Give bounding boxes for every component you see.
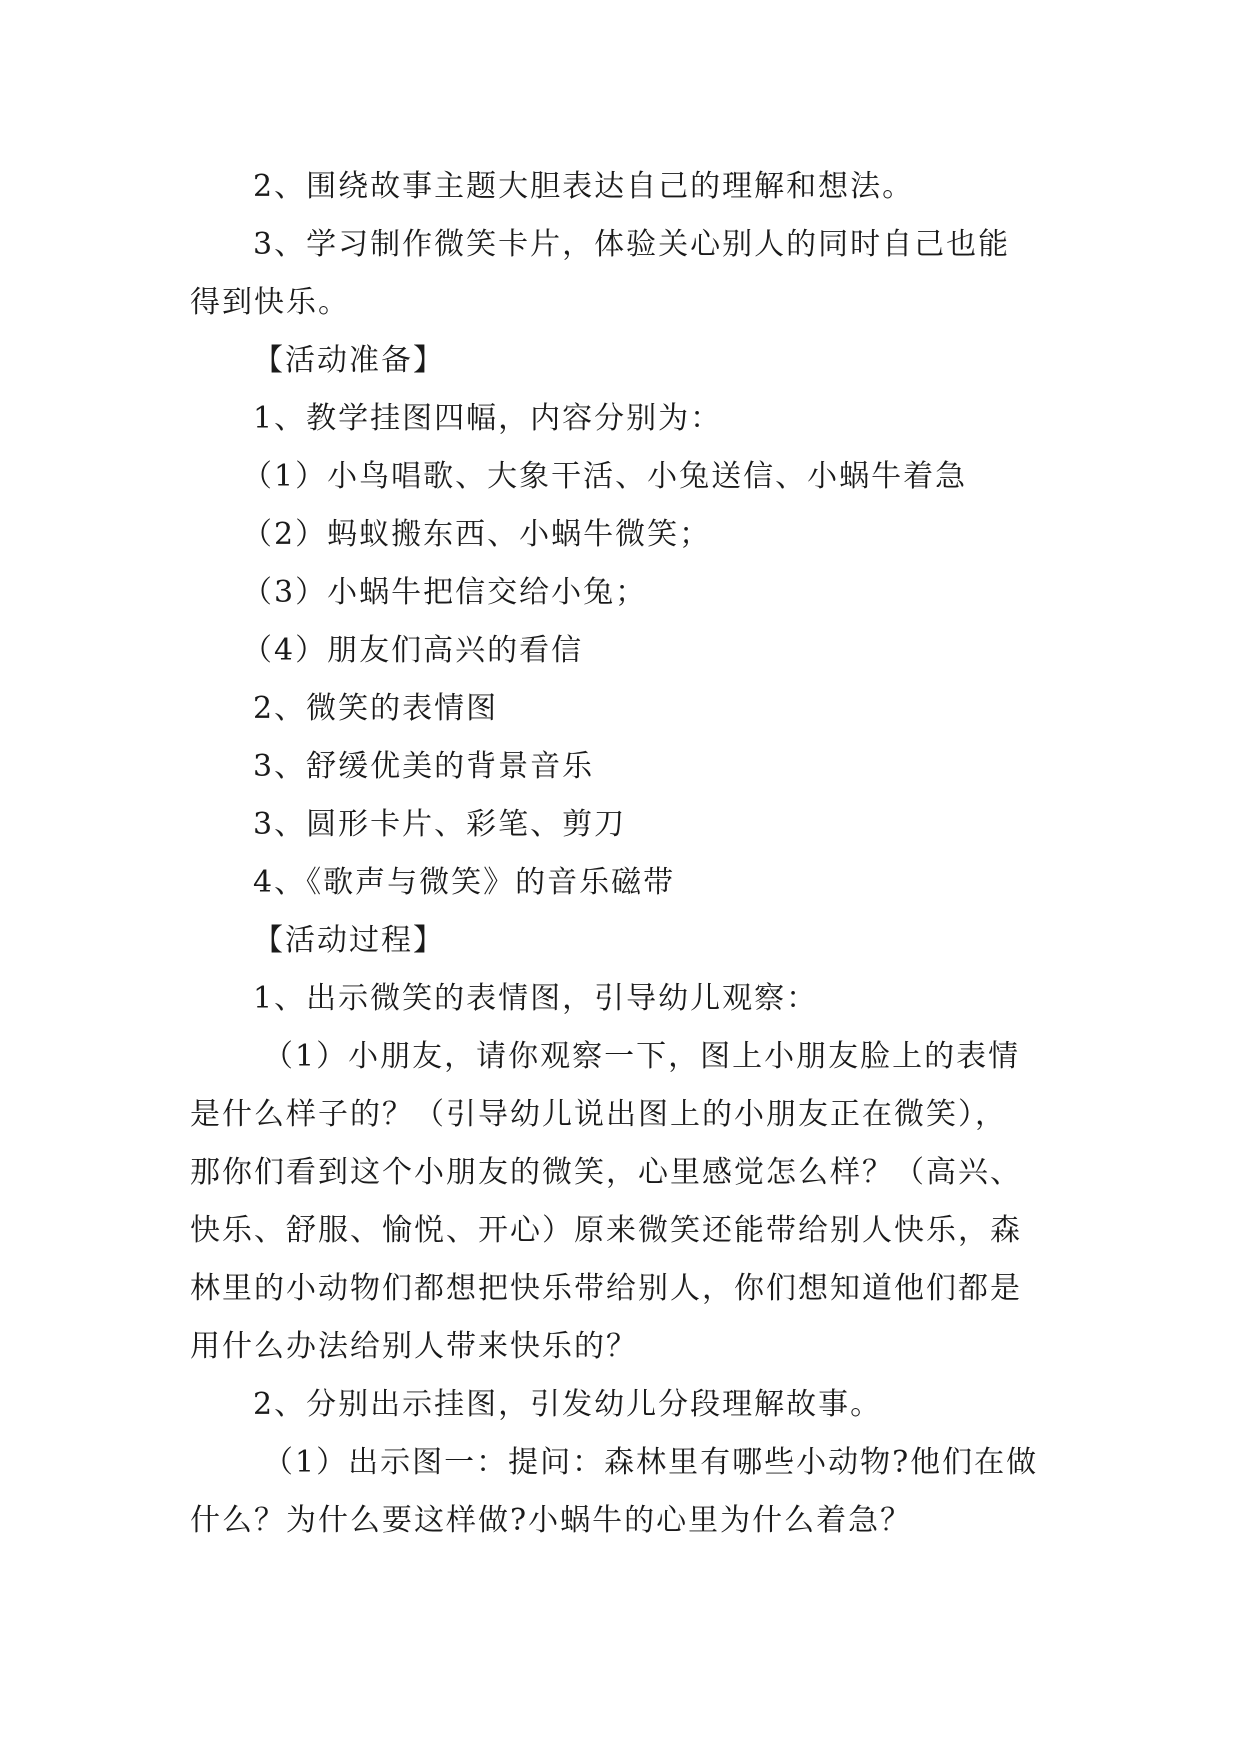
process-step-1-detail-line6: 用什么办法给别人带来快乐的？ <box>190 1329 638 1364</box>
process-step-2-detail-line2: 什么？为什么要这样做?小蜗牛的心里为什么着急？ <box>190 1503 913 1538</box>
process-step-1-detail-line2: 是什么样子的？（引导幼儿说出图上的小朋友正在微笑）， <box>190 1097 1007 1132</box>
prep-subitem-3: （3）小蜗牛把信交给小兔； <box>242 575 648 610</box>
paragraph-goal-3-cont: 得到快乐。 <box>190 285 350 320</box>
prep-item-1: 1、教学挂图四幅，内容分别为： <box>253 401 723 436</box>
prep-item-3a: 3、舒缓优美的背景音乐 <box>253 749 595 784</box>
prep-subitem-1: （1）小鸟唱歌、大象干活、小兔送信、小蜗牛着急 <box>242 459 968 494</box>
paragraph-goal-3: 3、学习制作微笑卡片，体验关心别人的同时自己也能 <box>253 227 1011 262</box>
prep-subitem-2: （2）蚂蚁搬东西、小蜗牛微笑； <box>242 517 712 552</box>
process-step-1-detail-line4: 快乐、舒服、愉悦、开心）原来微笑还能带给别人快乐，森 <box>190 1213 1022 1248</box>
prep-subitem-4: （4）朋友们高兴的看信 <box>242 633 584 668</box>
heading-process: 【活动过程】 <box>253 923 445 958</box>
prep-item-4: 4、《歌声与微笑》的音乐磁带 <box>253 865 676 900</box>
paragraph-goal-2: 2、围绕故事主题大胆表达自己的理解和想法。 <box>253 169 915 204</box>
prep-item-2: 2、微笑的表情图 <box>253 691 499 726</box>
process-step-2-detail-line1: （1）出示图一：提问：森林里有哪些小动物?他们在做 <box>263 1445 1039 1480</box>
process-step-1-detail-line3: 那你们看到这个小朋友的微笑，心里感觉怎么样？（高兴、 <box>190 1155 1022 1190</box>
process-step-2: 2、分别出示挂图，引发幼儿分段理解故事。 <box>253 1387 883 1422</box>
heading-preparation: 【活动准备】 <box>253 343 445 378</box>
prep-item-3b: 3、圆形卡片、彩笔、剪刀 <box>253 807 627 842</box>
process-step-1: 1、出示微笑的表情图，引导幼儿观察： <box>253 981 819 1016</box>
process-step-1-detail-line5: 林里的小动物们都想把快乐带给别人，你们想知道他们都是 <box>190 1271 1022 1306</box>
document-body <box>190 158 1070 1550</box>
process-step-1-detail-line1: （1）小朋友，请你观察一下，图上小朋友脸上的表情 <box>263 1039 1021 1074</box>
